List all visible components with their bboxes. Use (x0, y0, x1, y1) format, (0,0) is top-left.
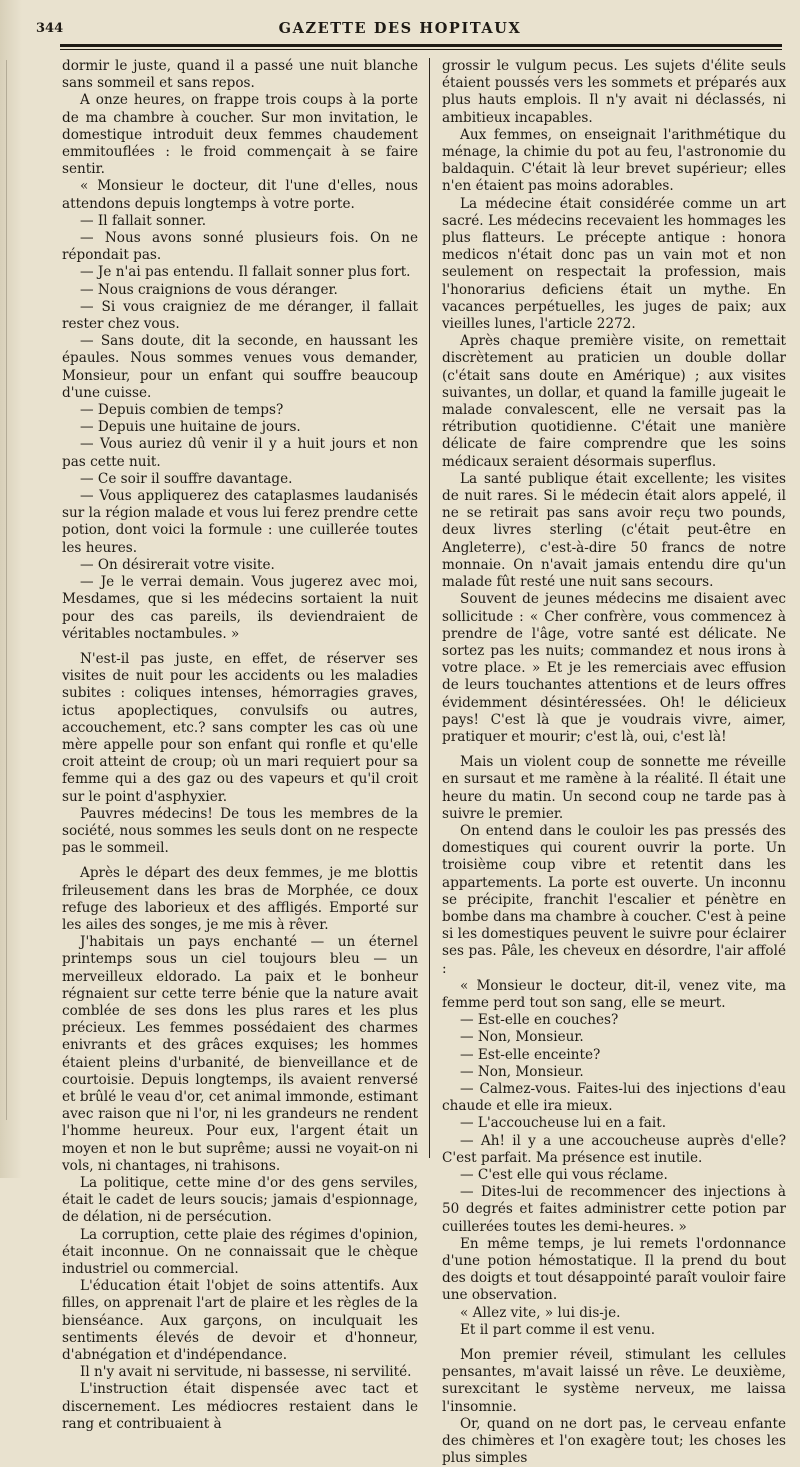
page-number: 344 (36, 21, 64, 36)
paragraph: Il n'y avait ni servitude, ni bassesse, ni servilité. (80, 1364, 412, 1381)
paragraph: — L'accoucheuse lui en a fait. (460, 1115, 667, 1132)
paragraph: Aux femmes, on enseignait l'arithmétique du ménage, la chimie du pot au feu, l'astronomie du baldaquin. C'était là leur brevet supérieur; elles n'en étaient pas moins adorables. (442, 126, 786, 195)
paragraph: Après le départ des deux femmes, je me blottis frileusement dans les bras de Morphée, ce doux refuge des laborieux et des affligés. Emporté sur les ailes des songes, je me mis à rêver. (62, 865, 418, 933)
paragraph: — Je n'ai pas entendu. Il fallait sonner plus fort. (80, 264, 411, 281)
paragraph: — Dites-lui de recommencer des injections à 50 degrés et faites administrer cette potion par cuillerées toutes les demi-heures. » (442, 1184, 786, 1235)
column-divider (429, 58, 430, 1158)
paragraph: — On désirerait votre visite. (80, 556, 275, 573)
paragraph: Souvent de jeunes médecins me disaient avec sollicitude : « Cher confrère, vous commencez à prendre de l'âge, votre santé est délicate. Ne sortez pas les nuits; commandez et nous irons à votre place. » Et je les remerciais avec effusion de leurs touchantes attentions et de leurs offres évidemment désintéressées. Oh! le délicieux pays! C'est là que je voudrais vivre, aimer, pratiquer et mourir; c'est là, oui, c'est là! (442, 591, 786, 745)
page-header (0, 0, 800, 56)
paragraph: « Allez vite, » lui dis-je. (460, 1304, 621, 1321)
paragraph: — Ah! il y a une accoucheuse auprès d'elle? C'est parfait. Ma présence est inutile. (442, 1132, 786, 1166)
paragraph: grossir le vulgum pecus. Les sujets d'élite seuls étaient poussés vers les sommets et préparés aux plus hauts emplois. Il n'y avait ni déclassés, ni ambitieux incapables. (442, 58, 786, 126)
paragraph: En même temps, je lui remets l'ordonnance d'une potion hémostatique. Il la prend du bout des doigts et tout désappointé paraît vouloir faire une observation. (442, 1235, 786, 1304)
paragraph: — Depuis combien de temps? (80, 402, 284, 419)
paragraph: A onze heures, on frappe trois coups à la porte de ma chambre à coucher. Sur mon invitation, le domestique introduit deux femmes chaudement emmitouflées : le froid commençait à se faire sentir. (62, 92, 418, 178)
paragraph: Et il part comme il est venu. (460, 1321, 656, 1338)
paragraph: Or, quand on ne dort pas, le cerveau enfante des chimères et l'on exagère tout; les choses les plus simples (442, 1415, 786, 1467)
paragraph: — Je le verrai demain. Vous jugerez avec moi, Mesdames, que si les médecins sortaient la nuit pour des cas pareils, ils deviendraient de véritables noctambules. » (62, 574, 418, 642)
left-column (62, 58, 418, 1432)
running-title: GAZETTE DES HOPITAUX (278, 20, 522, 37)
paragraph: — Si vous craigniez de me déranger, il fallait rester chez vous. (62, 298, 418, 333)
paragraph: — Ce soir il souffre davantage. (80, 470, 293, 487)
paragraph: dormir le juste, quand il a passé une nuit blanche sans sommeil et sans repos. (62, 58, 418, 92)
paragraph: — Depuis une huitaine de jours. (80, 419, 301, 436)
paragraph: — Non, Monsieur. (460, 1029, 584, 1046)
paragraph: La politique, cette mine d'or des gens serviles, était le cadet de leurs soucis; jamais d'espionnage, de délation, ni de persécution. (62, 1175, 418, 1226)
paragraph: — Est-elle en couches? (460, 1012, 619, 1029)
paragraph: — Vous appliquerez des cataplasmes laudanisés sur la région malade et vous lui ferez prendre cette potion, dont voici la formule : une cuillerée toutes les heures. (62, 488, 418, 556)
paragraph: La santé publique était excellente; les visites de nuit rares. Si le médecin était alors appelé, il ne se retirait pas sans avoir reçu two pounds, deux livres sterling (c'était peut-être en Angleterre), c'est-à-dire 50 francs de notre monnaie. On n'avait jamais entendu dire qu'un malade fût resté une nuit sans secours. (442, 470, 786, 591)
paragraph: L'éducation était l'objet de soins attentifs. Aux filles, on apprenait l'art de plaire et les règles de la bienséance. Aux garçons, on inculquait les sentiments élevés de devoir et d'honneur, d'abnégation et d'indépendance. (62, 1278, 418, 1364)
paragraph: La corruption, cette plaie des régimes d'opinion, était inconnue. On ne connaissait que le chèque industriel ou commercial. (62, 1226, 418, 1278)
binding-fold-line (6, 60, 7, 1120)
page-binding-edge (0, 0, 22, 1178)
right-column (442, 58, 786, 1467)
paragraph: Après chaque première visite, on remettait discrètement au praticien un double dollar (c'était sans doute en Amérique) ; aux visites suivantes, un dollar, et quand la famille jugeait le malade convalescent, elle ne versait pas la rétribution quotidienne. C'était une manière délicate de faire comprendre que les soins médicaux seraient désormais superflus. (442, 333, 786, 470)
paragraph: — Non, Monsieur. (460, 1063, 584, 1080)
paragraph: « Monsieur le docteur, dit l'une d'elles, nous attendons depuis longtemps à votre porte. (62, 178, 418, 212)
paragraph: J'habitais un pays enchanté — un éternel printemps sous un ciel toujours bleu — un merveilleux eldorado. La paix et le bonheur régnaient sur cette terre bénie que la nature avait comblée de ses dons les plus rares et les plus précieux. Les femmes possédaient des charmes enivrants et des grâces exquises; les hommes étaient pleins d'urbanité, de bienveillance et de courtoisie. Depuis longtemps, ils avaient renversé et brûlé le veau d'or, cet animal immonde, estimant avec raison que ni l'or, ni les grandeurs ne rendent l'homme heureux. Pour eux, l'argent était un moyen et non le but suprême; aussi ne voyait-on ni vols, ni chantages, ni trahisons. (62, 934, 418, 1174)
paragraph: On entend dans le couloir les pas pressés des domestiques qui courent ouvrir la porte. Un troisième coup vibre et retentit dans les appartements. La porte est ouverte. Un inconnu se précipite, franchit l'escalier et pénètre en bombe dans ma chambre à coucher. C'est à peine si les domestiques peuvent le suivre pour éclairer ses pas. Pâle, les cheveux en désordre, l'air affolé : (442, 822, 786, 977)
paragraph: — Il fallait sonner. (80, 212, 207, 229)
paragraph: — Sans doute, dit la seconde, en haussant les épaules. Nous sommes venues vous demander, Monsieur, pour un enfant qui souffre beaucoup d'une cuisse. (62, 333, 418, 401)
header-rule-thin (60, 49, 782, 50)
paragraph: Pauvres médecins! De tous les membres de la société, nous sommes les seuls dont on ne respecte pas le sommeil. (62, 805, 418, 857)
paragraph: — Calmez-vous. Faites-lui des injections d'eau chaude et elle ira mieux. (442, 1080, 786, 1115)
paragraph: — Nous craignions de vous déranger. (80, 281, 338, 298)
paragraph: — Vous auriez dû venir il y a huit jours et non pas cette nuit. (62, 436, 418, 470)
paragraph: — Nous avons sonné plusieurs fois. On ne répondait pas. (62, 230, 418, 264)
paragraph: « Monsieur le docteur, dit-il, venez vite, ma femme perd tout son sang, elle se meurt. (442, 977, 786, 1011)
paragraph: L'instruction était dispensée avec tact et discernement. Les médiocres restaient dans le rang et contribuaient à (62, 1381, 418, 1432)
paragraph: Mais un violent coup de sonnette me réveille en sursaut et me ramène à la réalité. Il était une heure du matin. Un second coup ne tarde pas à suivre le premier. (442, 754, 786, 822)
paragraph: — C'est elle qui vous réclame. (460, 1167, 668, 1183)
header-rule-thick (60, 44, 782, 47)
paragraph: La médecine était considérée comme un art sacré. Les médecins recevaient les hommages les plus flatteurs. Le précepte antique : honora medicos n'était donc pas un vain mot et non seulement on respectait la profession, mais l'honorarius deficiens était un mythe. En vacances perpétuelles, les juges de paix; aux vieilles lunes, l'article 2272. (442, 195, 786, 333)
paragraph: N'est-il pas juste, en effet, de réserver ses visites de nuit pour les accidents ou les maladies subites : coliques intenses, hémorragies graves, ictus apoplectiques, convulsifs ou autres, accouchement, etc.? sans compter les cas où une mère appelle pour son enfant qui ronfle et qu'elle croit atteint de croup; où un mari requiert pour sa femme qui a des gaz ou des vapeurs et qu'il croit sur le point d'asphyxier. (62, 650, 418, 805)
paragraph: Mon premier réveil, stimulant les cellules pensantes, m'avait laissé un rêve. Le deuxième, surexcitant le système nerveux, me laissa l'insomnie. (442, 1347, 786, 1415)
paragraph: — Est-elle enceinte? (460, 1046, 601, 1063)
